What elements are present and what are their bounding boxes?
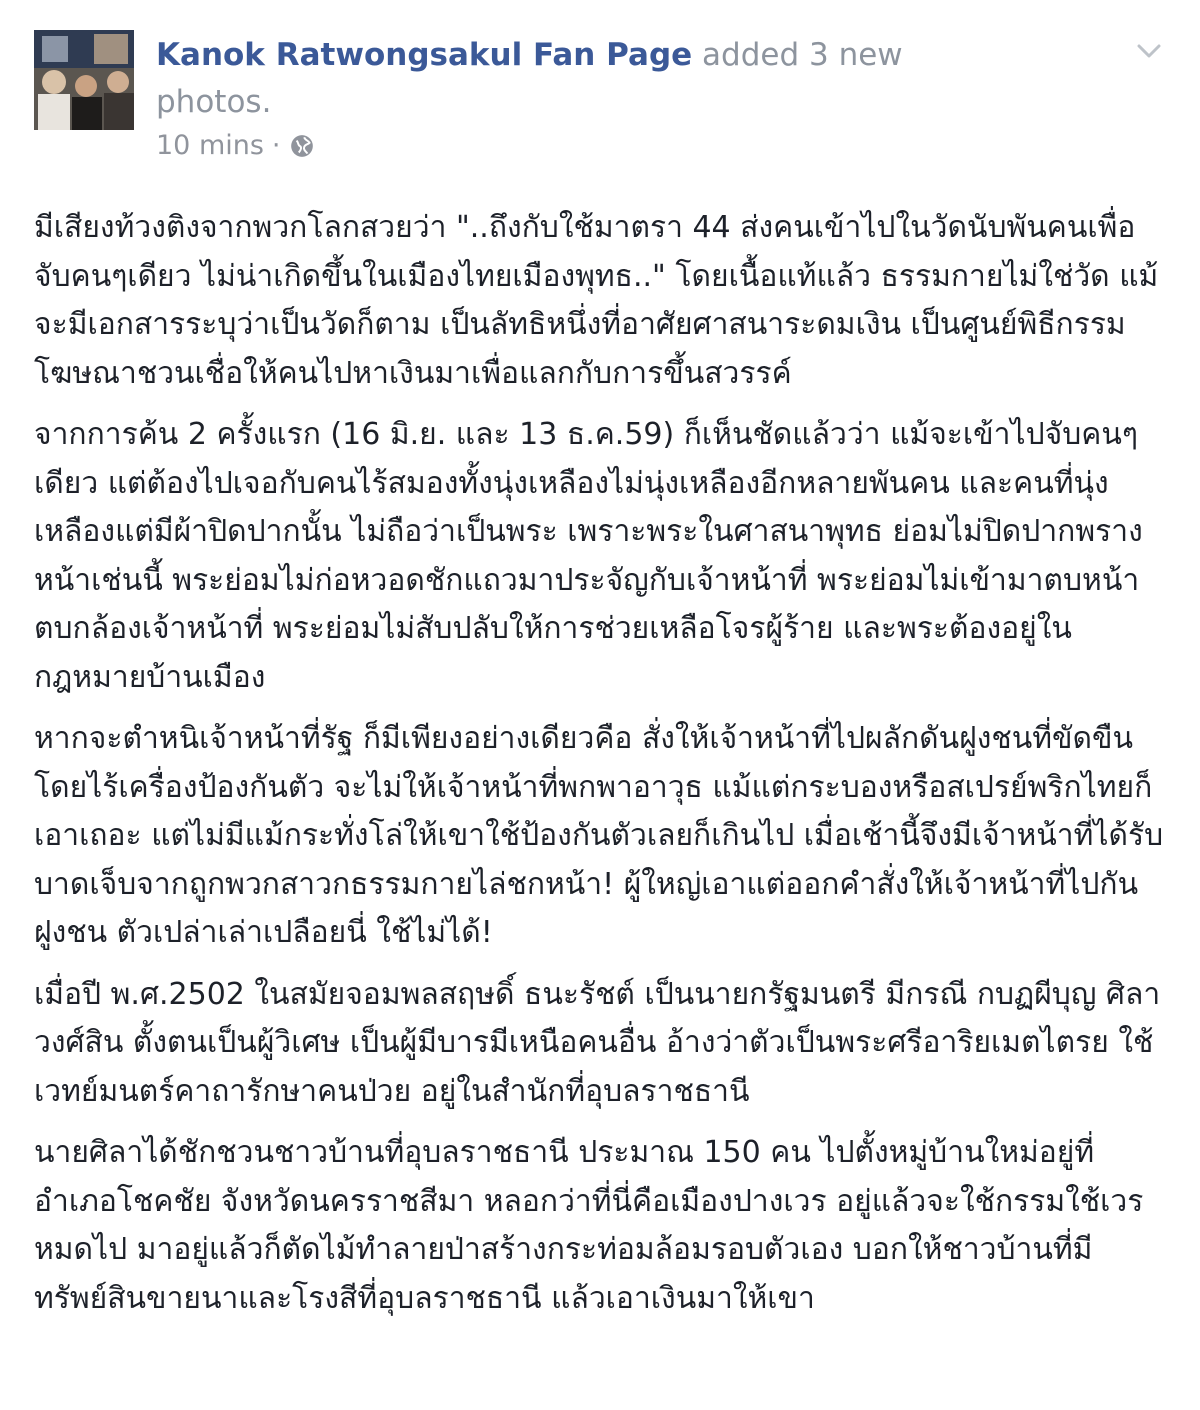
- meta-separator: ·: [271, 130, 281, 161]
- page-name-link[interactable]: Kanok Ratwongsakul Fan Page: [156, 37, 693, 73]
- post-paragraph: จากการค้น 2 ครั้งแรก (16 มิ.ย. และ 13 ธ.ค.59) ก็เห็นชัดแล้วว่า แม้จะเข้าไปจับคนๆเดียว แต่ต้องไปเจอกับคนไร้สมองทั้งนุ่งเหลืองไม่นุ่งเหลืองอีกหลายพันคน และคนที่นุ่งเหลืองแต่มีผ้าปิดปากนั้น ไม่ถือว่าเป็นพระ เพราะพระในศาสนาพุทธ ย่อมไม่ปิดปากพรางหน้าเช่นนี้ พระย่อมไม่ก่อหวอดชักแถวมาประจัญกับเจ้าหน้าที่ พระย่อมไม่เข้ามาตบหน้าตบกล้องเจ้าหน้าที่ พระย่อมไม่สับปลับให้การช่วยเหลือโจรผู้ร้าย และพระต้องอยู่ในกฎหมายบ้านเมือง: [34, 417, 1143, 695]
- post-paragraph: นายศิลาได้ชักชวนชาวบ้านที่อุบลราชธานี ประมาณ 150 คน ไปตั้งหมู่บ้านใหม่อยู่ที่ อำเภอโชคชัย จังหวัดนครราชสีมา หลอกว่าที่นี่คือเมืองปางเวร อยู่แล้วจะใช้กรรมใช้เวรหมดไป มาอยู่แล้วก็ตัดไม้ทำลายป่าสร้างกระท่อมล้อมรอบตัวเอง บอกให้ชาวบ้านที่มีทรัพย์สินขายนาและโรงสีที่อุบลราชธานี แล้วเอาเงินมาให้เขา: [34, 1135, 1144, 1316]
- avatar-photo: [34, 30, 134, 130]
- post-timestamp[interactable]: 10 mins: [156, 130, 264, 161]
- post-header: [34, 28, 1170, 168]
- post-action-text: added 3 new photos.: [156, 37, 903, 120]
- post-headline: [156, 32, 976, 126]
- chevron-down-icon[interactable]: [1134, 36, 1164, 66]
- post-paragraph: หากจะตำหนิเจ้าหน้าที่รัฐ ก็มีเพียงอย่างเดียวคือ สั่งให้เจ้าหน้าที่ไปผลักดันฝูงชนที่ขัดขืน โดยไร้เครื่องป้องกันตัว จะไม่ให้เจ้าหน้าที่พกพาอาวุธ แม้แต่กระบองหรือสเปรย์พริกไทยก็เอาเถอะ แต่ไม่มีแม้กระทั่งโล่ให้เขาใช้ป้องกันตัวเลยก็เกินไป เมื่อเช้านี้จึงมีเจ้าหน้าที่ได้รับบาดเจ็บจากถูกพวกสาวกธรรมกายไล่ชกหน้า! ผู้ใหญ่เอาแต่ออกคำสั่งให้เจ้าหน้าที่ไปกันฝูงชน ตัวเปล่าเล่าเปลือยนี่ ใช้ไม่ได้!: [34, 721, 1164, 950]
- post-meta: [156, 130, 315, 161]
- page-avatar[interactable]: [34, 30, 134, 130]
- post-paragraph: เมื่อปี พ.ศ.2502 ในสมัยจอมพลสฤษดิ์ ธนะรัชต์ เป็นนายกรัฐมนตรี มีกรณี กบฏผีบุญ ศิลา วงศ์สิน ตั้งตนเป็นผู้วิเศษ เป็นผู้มีบารมีเหนือคนอื่น อ้างว่าตัวเป็นพระศรีอาริยเมตไตรย ใช้เวทย์มนตร์คาถารักษาคนป่วย อยู่ในสำนักที่อุบลราชธานี: [34, 976, 1161, 1109]
- globe-icon[interactable]: [289, 133, 315, 159]
- post-paragraph: มีเสียงท้วงติงจากพวกโลกสวยว่า "..ถึงกับใช้มาตรา 44 ส่งคนเข้าไปในวัดนับพันคนเพื่อจับคนๆเดียว ไม่น่าเกิดขึ้นในเมืองไทยเมืองพุทธ.." โดยเนื้อแท้แล้ว ธรรมกายไม่ใช่วัด แม้จะมีเอกสารระบุว่าเป็นวัดก็ตาม เป็นลัทธิหนึ่งที่อาศัยศาสนาระดมเงิน เป็นศูนย์พิธีกรรม โฆษณาชวนเชื่อให้คนไปหาเงินมาเพื่อแลกกับการขึ้นสวรรค์: [34, 210, 1159, 391]
- post-body: [34, 204, 1170, 1323]
